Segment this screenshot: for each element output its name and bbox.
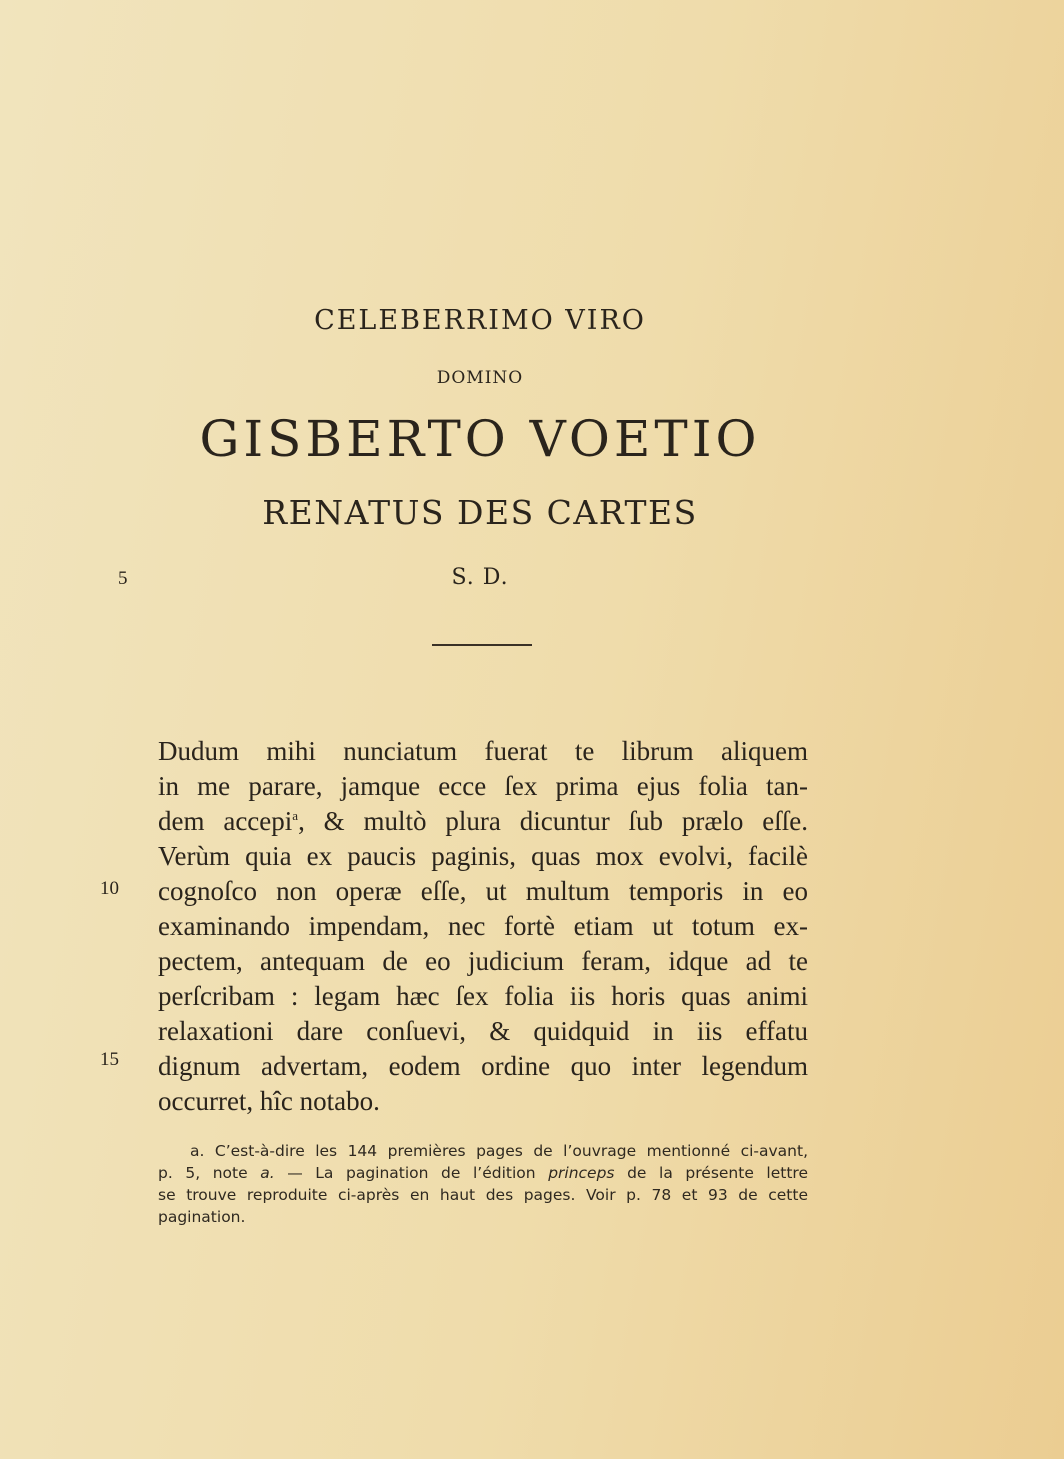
footnote-part: p. 5, note xyxy=(158,1164,261,1182)
body-line: examinando impendam, nec fortè etiam ut totum ex- xyxy=(158,911,808,941)
body-line: in me parare, jamque ecce ſex prima ejus folia tan- xyxy=(158,771,808,801)
body-line: dignum advertam, eodem ordine quo inter legendum xyxy=(158,1051,808,1081)
footnote-part: a. xyxy=(260,1164,275,1182)
section-divider xyxy=(432,644,532,646)
heading-celeberrimo-viro: CELEBERRIMO VIRO xyxy=(314,305,646,336)
line-number-5: 5 xyxy=(118,568,128,589)
body-line-part: , & multò plura dicuntur ſub prælo eſſe. xyxy=(298,806,808,836)
body-line: relaxationi dare conſuevi, & quidquid in iis effatu xyxy=(158,1016,808,1046)
footnote-line: pagination. xyxy=(158,1208,246,1226)
footnote-part: — La pagination de l’édition xyxy=(274,1164,549,1182)
body-line: perſcribam : legam hæc ſex folia iis horis quas animi xyxy=(158,981,808,1011)
footnote-line: se trouve reproduite ci-après en haut des pages. Voir p. 78 et 93 de cette xyxy=(158,1186,808,1204)
body-line: occurret, hîc notabo. xyxy=(158,1086,380,1116)
body-line-part: dem accepi xyxy=(158,806,293,836)
body-line: Verùm quia ex paucis paginis, quas mox evolvi, facilè xyxy=(158,841,808,871)
heading-renatus-des-cartes: RENATUS DES CARTES xyxy=(262,493,698,532)
body-line: cognoſco non operæ eſſe, ut multum temporis in eo xyxy=(158,876,808,906)
footnote-part: princeps xyxy=(548,1164,615,1182)
heading-salutem-dicit: S. D. xyxy=(451,565,509,590)
heading-domino: DOMINO xyxy=(436,368,524,388)
body-line: Dudum mihi nunciatum fuerat te librum aliquem xyxy=(158,736,808,766)
line-number-10: 10 xyxy=(100,878,119,899)
footnote-line: a. C’est-à-dire les 144 premières pages de l’ouvrage mentionné ci-avant, xyxy=(190,1142,808,1160)
footnote-part: de la présente lettre xyxy=(614,1164,809,1182)
line-number-15: 15 xyxy=(100,1049,119,1070)
footnote-line xyxy=(158,1162,808,1184)
body-line: pectem, antequam de eo judicium feram, idque ad te xyxy=(158,946,808,976)
heading-gisberto-voetio: GISBERTO VOETIO xyxy=(199,410,761,468)
footnote xyxy=(158,1140,808,1228)
letter-body xyxy=(158,734,808,1119)
body-line xyxy=(158,804,808,839)
footnote-reference: a xyxy=(292,808,299,823)
